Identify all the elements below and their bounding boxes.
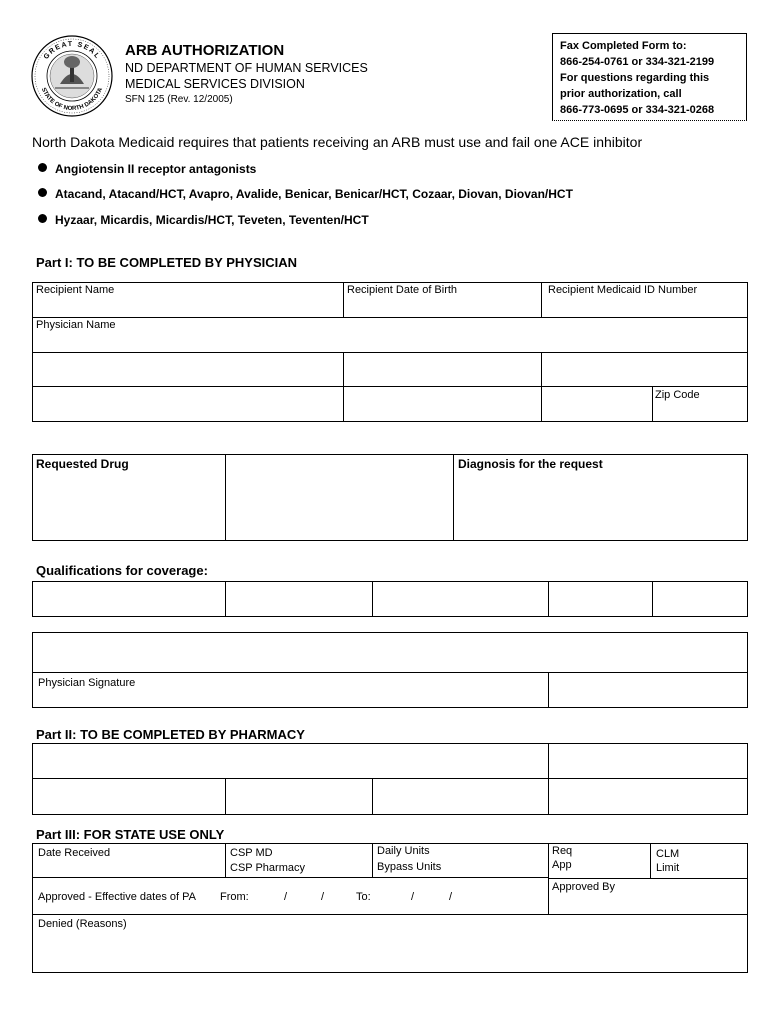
pharmacy-field[interactable] <box>226 779 371 814</box>
bullet-item: Angiotensin II receptor antagonists <box>38 162 256 176</box>
pharmacy-field[interactable] <box>373 779 547 814</box>
bullet-dot-icon <box>38 188 47 197</box>
part1-heading: Part I: TO BE COMPLETED BY PHYSICIAN <box>36 255 298 270</box>
qualification-field[interactable] <box>653 582 747 616</box>
to-label: To: <box>356 891 371 903</box>
divider <box>32 914 748 915</box>
from-label: From: <box>220 891 249 903</box>
divider <box>650 843 651 878</box>
recipient-medicaid-id-field[interactable] <box>542 295 747 316</box>
divider <box>32 317 748 318</box>
pharmacy-field[interactable] <box>549 744 747 777</box>
physician-address-field[interactable] <box>542 387 651 421</box>
fax-line: For questions regarding this <box>560 72 710 84</box>
bullet-item: Hyzaar, Micardis, Micardis/HCT, Teveten, Teventen/HCT <box>38 213 369 227</box>
physician-info-field[interactable] <box>344 353 540 385</box>
from-day-field[interactable] <box>292 880 319 910</box>
bullet-dot-icon <box>38 163 47 172</box>
fax-line: prior authorization, call <box>560 88 682 100</box>
physician-info-field[interactable] <box>33 353 342 385</box>
from-month-field[interactable] <box>248 880 282 910</box>
recipient-dob-label: Recipient Date of Birth <box>347 284 458 296</box>
approved-by-field[interactable] <box>549 895 747 913</box>
zip-code-field[interactable] <box>653 402 747 421</box>
to-day-field[interactable] <box>419 880 447 910</box>
fax-line: 866-773-0695 or 334-321-0268 <box>560 104 715 116</box>
physician-name-field[interactable] <box>33 331 747 351</box>
csp-pharmacy-label: CSP Pharmacy <box>230 862 305 874</box>
req-label: Req <box>552 845 573 857</box>
zip-code-label: Zip Code <box>655 389 700 401</box>
bypass-units-label: Bypass Units <box>377 861 442 873</box>
qualification-field[interactable] <box>33 582 224 616</box>
bullet-dot-icon <box>38 214 47 223</box>
diagnosis-field[interactable] <box>454 475 747 540</box>
qualification-notes-field[interactable] <box>33 633 747 671</box>
daily-units-label: Daily Units <box>377 845 430 857</box>
date-received-label: Date Received <box>38 847 111 859</box>
qualification-field[interactable] <box>226 582 371 616</box>
fax-line: Fax Completed Form to: <box>560 40 687 52</box>
division-name: MEDICAL SERVICES DIVISION <box>125 77 305 91</box>
date-separator: / <box>449 891 453 903</box>
physician-signature-field[interactable] <box>33 690 547 707</box>
csp-field[interactable] <box>320 844 371 876</box>
physician-signature-label: Physician Signature <box>38 677 136 689</box>
department-name: ND DEPARTMENT OF HUMAN SERVICES <box>125 61 368 75</box>
fax-line: 866-254-0761 or 334-321-2199 <box>560 56 715 68</box>
qualification-field[interactable] <box>549 582 651 616</box>
svg-text:STATE OF NORTH DAKOTA: STATE OF NORTH DAKOTA <box>39 87 105 113</box>
physician-address-field[interactable] <box>344 387 540 421</box>
recipient-name-field[interactable] <box>33 295 341 316</box>
physician-address-field[interactable] <box>33 387 342 421</box>
fax-info-box <box>552 33 747 121</box>
denied-reasons-label: Denied (Reasons) <box>38 918 127 930</box>
pharmacy-field[interactable] <box>33 779 224 814</box>
date-separator: / <box>411 891 415 903</box>
to-month-field[interactable] <box>376 880 409 910</box>
denied-reasons-field[interactable] <box>33 933 747 972</box>
part2-heading: Part II: TO BE COMPLETED BY PHARMACY <box>36 727 305 742</box>
bullet-item: Atacand, Atacand/HCT, Avapro, Avalide, Benicar, Benicar/HCT, Cozaar, Diovan, Diovan/HCT <box>38 187 573 201</box>
recipient-medicaid-id-label: Recipient Medicaid ID Number <box>548 284 698 296</box>
pharmacy-field[interactable] <box>33 744 547 777</box>
csp-md-label: CSP MD <box>230 847 273 859</box>
qualification-field[interactable] <box>373 582 547 616</box>
recipient-dob-field[interactable] <box>344 295 540 316</box>
pharmacy-field[interactable] <box>549 779 747 814</box>
form-title: ARB AUTHORIZATION <box>125 42 285 59</box>
recipient-name-label: Recipient Name <box>36 284 115 296</box>
clm-label: CLM <box>656 848 680 860</box>
app-label: App <box>552 859 572 871</box>
divider <box>548 878 748 879</box>
form-number: SFN 125 (Rev. 12/2005) <box>125 94 233 105</box>
divider <box>32 877 549 878</box>
req-app-field[interactable] <box>590 844 649 877</box>
signature-date-field[interactable] <box>549 673 747 707</box>
divider <box>372 843 373 877</box>
svg-text:GREAT SEAL: GREAT SEAL <box>42 40 102 61</box>
date-received-field[interactable] <box>33 860 224 876</box>
state-seal-logo <box>30 34 114 118</box>
requested-drug-label: Requested Drug <box>36 457 129 471</box>
units-field[interactable] <box>460 844 547 876</box>
clm-limit-field[interactable] <box>700 844 747 877</box>
limit-label: Limit <box>656 862 680 874</box>
approved-by-label: Approved By <box>552 881 615 893</box>
requested-drug-field[interactable] <box>226 455 452 540</box>
physician-info-field[interactable] <box>542 353 747 385</box>
divider <box>225 843 226 877</box>
date-separator: / <box>321 891 325 903</box>
to-year-field[interactable] <box>457 880 545 910</box>
diagnosis-label: Diagnosis for the request <box>458 457 603 471</box>
qualifications-heading: Qualifications for coverage: <box>36 563 208 578</box>
date-separator: / <box>284 891 288 903</box>
approved-dates-label: Approved - Effective dates of PA <box>38 891 196 903</box>
intro-text: North Dakota Medicaid requires that patients receiving an ARB must use and fail one ACE inhibitor <box>32 134 643 150</box>
part3-heading: Part III: FOR STATE USE ONLY <box>36 827 225 842</box>
physician-name-label: Physician Name <box>36 319 116 331</box>
from-year-field[interactable] <box>329 880 353 910</box>
